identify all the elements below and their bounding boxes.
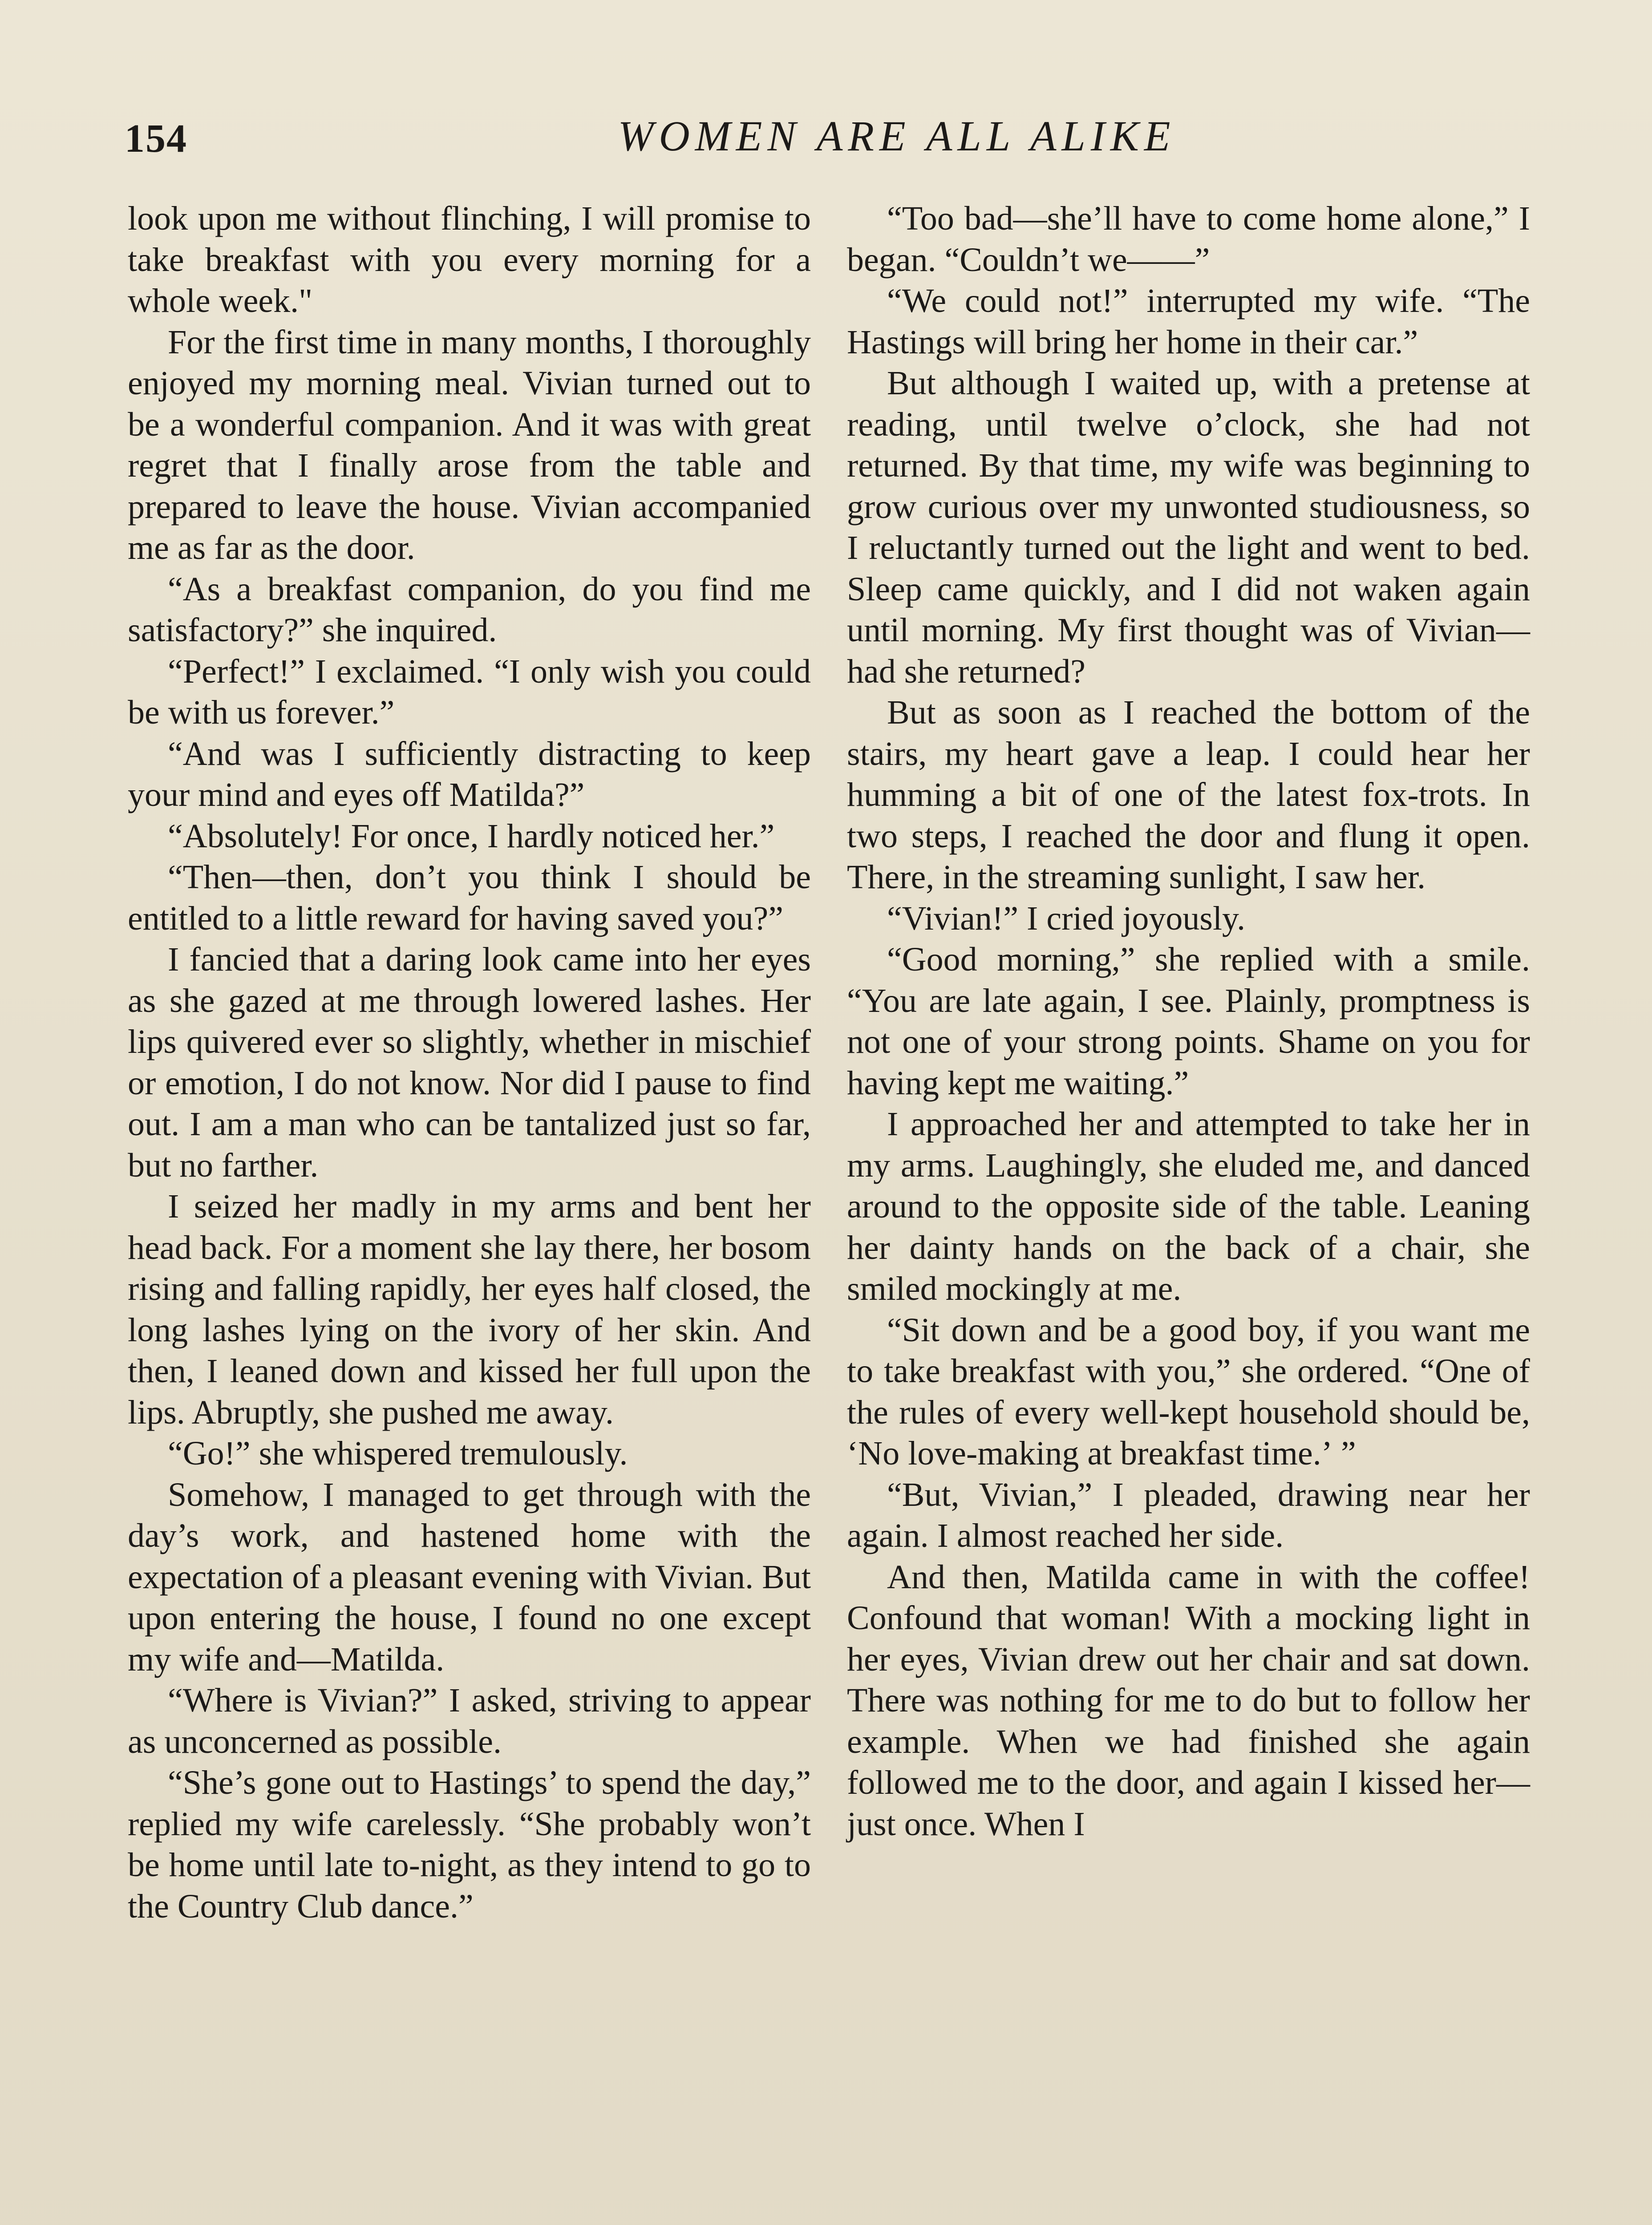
paragraph: But although I waited up, with a pretense at reading, until twelve o’clock, she had not returned. By that time, my wife was beginning to grow curious over my unwonted studiousness, so I reluctantly turned out the light and went to bed. Sleep came quickly, and I did not waken again until morning. My first thought was of Vivian—had she returned?: [847, 364, 1530, 690]
paragraph: “Perfect!” I exclaimed. “I only wish you could be with us forever.”: [128, 652, 811, 731]
paragraph: But as soon as I reached the bottom of the stairs, my heart gave a leap. I could hear her humming a bit of one of the latest fox-trots. In two steps, I reached the door and flung it open. There, in the streaming sunlight, I saw her.: [847, 694, 1530, 896]
paragraph: “Good morning,” she replied with a smile. “You are late again, I see. Plainly, promptness is not one of your strong points. Shame on you for having kept me waiting.”: [847, 941, 1530, 1102]
paragraph: “We could not!” interrupted my wife. “The Hastings will bring her home in their car.”: [847, 282, 1530, 361]
left-text-column: [128, 198, 811, 1927]
paragraph: “Then—then, don’t you think I should be entitled to a little reward for having saved you?”: [128, 858, 811, 937]
paragraph: “Where is Vivian?” I asked, striving to appear as unconcerned as possible.: [128, 1682, 811, 1760]
page-header: [125, 111, 1531, 169]
right-text-column: [847, 198, 1530, 1845]
running-head-title: WOMEN ARE ALL ALIKE: [618, 112, 1176, 160]
paragraph: “And was I sufficiently distracting to keep your mind and eyes off Matilda?”: [128, 735, 811, 813]
paragraph: “Too bad—she’ll have to come home alone,” I began. “Couldn’t we——”: [847, 200, 1530, 279]
paragraph: For the first time in many months, I thoroughly enjoyed my morning meal. Vivian turned out to be a wonderful companion. And it was with great regret that I finally arose from the table and prepared to leave the house. Vivian accompanied me as far as the door.: [128, 323, 811, 566]
paragraph: “Absolutely! For once, I hardly noticed her.”: [168, 817, 775, 855]
paragraph: look upon me without flinching, I will promise to take breakfast with you every morning for a whole week.": [128, 200, 811, 320]
paragraph: “She’s gone out to Hastings’ to spend the day,” replied my wife carelessly. “She probably won’t be home until late to-night, as they intend to go to the Country Club dance.”: [128, 1764, 811, 1925]
paragraph: And then, Matilda came in with the coffee! Confound that woman! With a mocking light in her eyes, Vivian drew out her chair and sat down. There was nothing for me to do but to follow her example. When we had finished she again followed me to the door, and again I kissed her—just once. When I: [847, 1558, 1530, 1843]
paragraph: “Go!” she whispered tremulously.: [168, 1435, 628, 1472]
paragraph: “Vivian!” I cried joyously.: [887, 899, 1246, 937]
paragraph: I approached her and attempted to take her in my arms. Laughingly, she eluded me, and danced around to the opposite side of the table. Leaning her dainty hands on the back of a chair, she smiled mockingly at me.: [847, 1105, 1530, 1307]
paragraph: I seized her madly in my arms and bent her head back. For a moment she lay there, her bosom rising and falling rapidly, her eyes half closed, the long lashes lying on the ivory of her skin. And then, I leaned down and kissed her full upon the lips. Abruptly, she pushed me away.: [128, 1188, 811, 1431]
paragraph: “As a breakfast companion, do you find me satisfactory?” she inquired.: [128, 570, 811, 649]
paragraph: “But, Vivian,” I pleaded, drawing near her again. I almost reached her side.: [847, 1476, 1530, 1554]
paragraph: “Sit down and be a good boy, if you want me to take breakfast with you,” she ordered. “One of the rules of every well-kept household should be, ‘No love-making at breakfast time.’ ”: [847, 1311, 1530, 1472]
paragraph: I fancied that a daring look came into her eyes as she gazed at me through lowered lashes. Her lips quivered ever so slightly, whether in mischief or emotion, I do not know. Nor did I pause to find out. I am a man who can be tantalized just so far, but no farther.: [128, 941, 811, 1184]
paragraph: Somehow, I managed to get through with the day’s work, and hastened home with the expectation of a pleasant evening with Vivian. But upon entering the house, I found no one except my wife and—Matilda.: [128, 1476, 811, 1678]
page-number: 154: [125, 117, 187, 161]
